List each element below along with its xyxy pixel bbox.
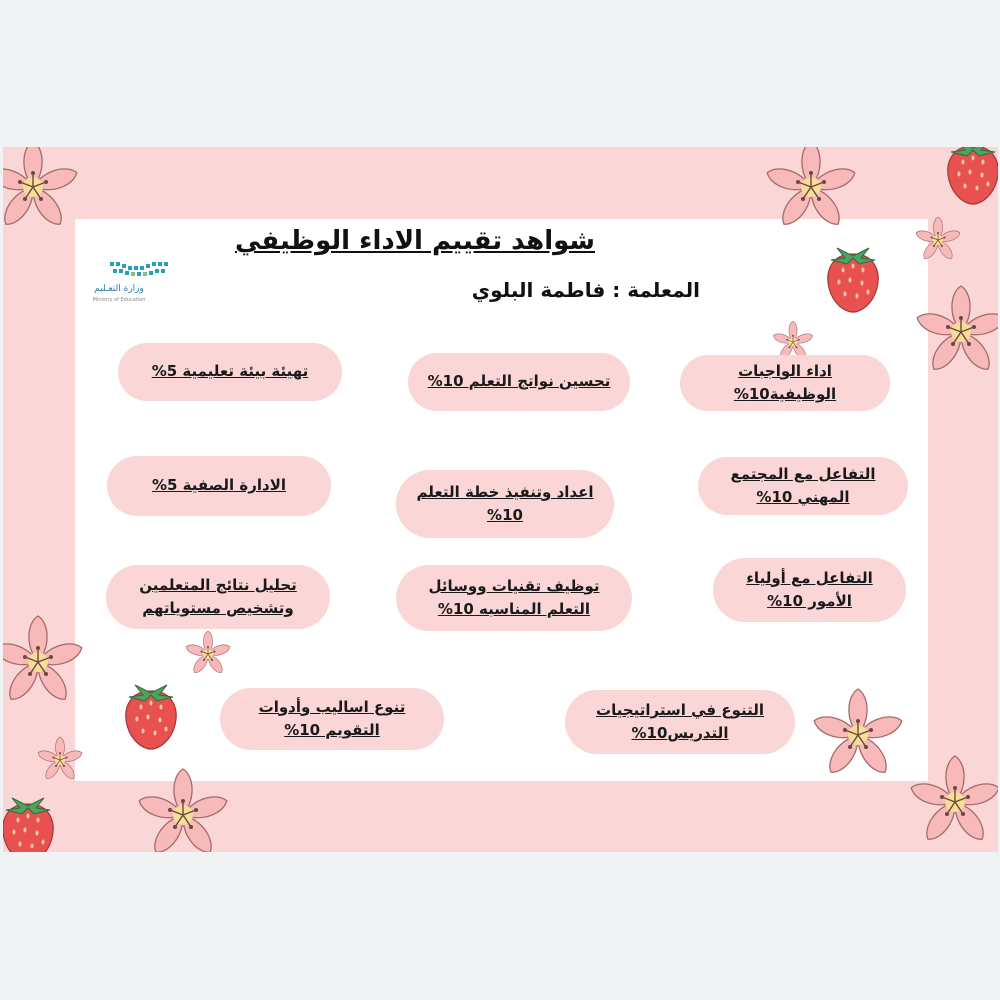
flower-icon — [908, 756, 998, 845]
page-title: شواهد تقييم الاداء الوظيفي — [235, 226, 595, 256]
flower-icon — [3, 616, 85, 705]
criterion-label: تحسين نواتج التعلم 10% — [427, 372, 611, 391]
strawberry-icon — [948, 147, 998, 204]
criterion-label: التنوع في استراتيجيات التدريس10% — [596, 700, 764, 742]
criterion-item — [106, 565, 330, 629]
flower-icon — [136, 769, 229, 852]
criterion-label: التفاعل مع أولياء الأمور 10% — [746, 568, 873, 610]
flower-icon — [811, 689, 904, 778]
criterion-item — [698, 457, 908, 515]
criterion-item — [680, 355, 890, 411]
strawberry-icon — [126, 685, 176, 749]
criterion-label: الادارة الصفية 5% — [151, 476, 287, 495]
criterion-label: تنوع اساليب وأدوات التقويم 10% — [258, 697, 406, 739]
criterion-item — [220, 688, 444, 750]
ministry-logo-icon — [80, 252, 190, 312]
flower-icon — [185, 631, 232, 675]
criterion-item — [565, 690, 795, 754]
criterion-item — [408, 353, 630, 411]
criterion-label: تحليل نتائج المتعلمين وتشخيص مستوياتهم — [139, 575, 297, 617]
strawberry-icon — [3, 798, 53, 852]
strawberry-icon — [828, 248, 878, 312]
criterion-label: اداء الواجبات الوظيفية10% — [733, 361, 837, 403]
flower-icon — [914, 286, 998, 375]
ministry-name-arabic: وزارة التعـليم — [94, 284, 144, 294]
criterion-label: تهيئة بيئة تعليمية 5% — [151, 362, 309, 381]
criterion-item — [396, 565, 632, 631]
criterion-item — [713, 558, 906, 622]
criterion-item — [118, 343, 342, 401]
criterion-label: اعداد وتنفيذ خطة التعلم 10% — [416, 482, 594, 524]
criterion-label: توظيف تقنيات ووسائل التعلم المناسبه 10% — [428, 576, 600, 618]
criterion-item — [107, 456, 331, 516]
flower-icon — [3, 147, 80, 230]
flower-icon — [915, 217, 962, 261]
criterion-label: التفاعل مع المجتمع المهني 10% — [730, 464, 876, 506]
teacher-name: المعلمة : فاطمة البلوي — [471, 278, 700, 302]
criterion-item — [396, 470, 614, 538]
flower-icon — [764, 147, 857, 230]
ministry-name-english: Ministry of Education — [92, 297, 146, 303]
flower-icon — [37, 737, 84, 781]
